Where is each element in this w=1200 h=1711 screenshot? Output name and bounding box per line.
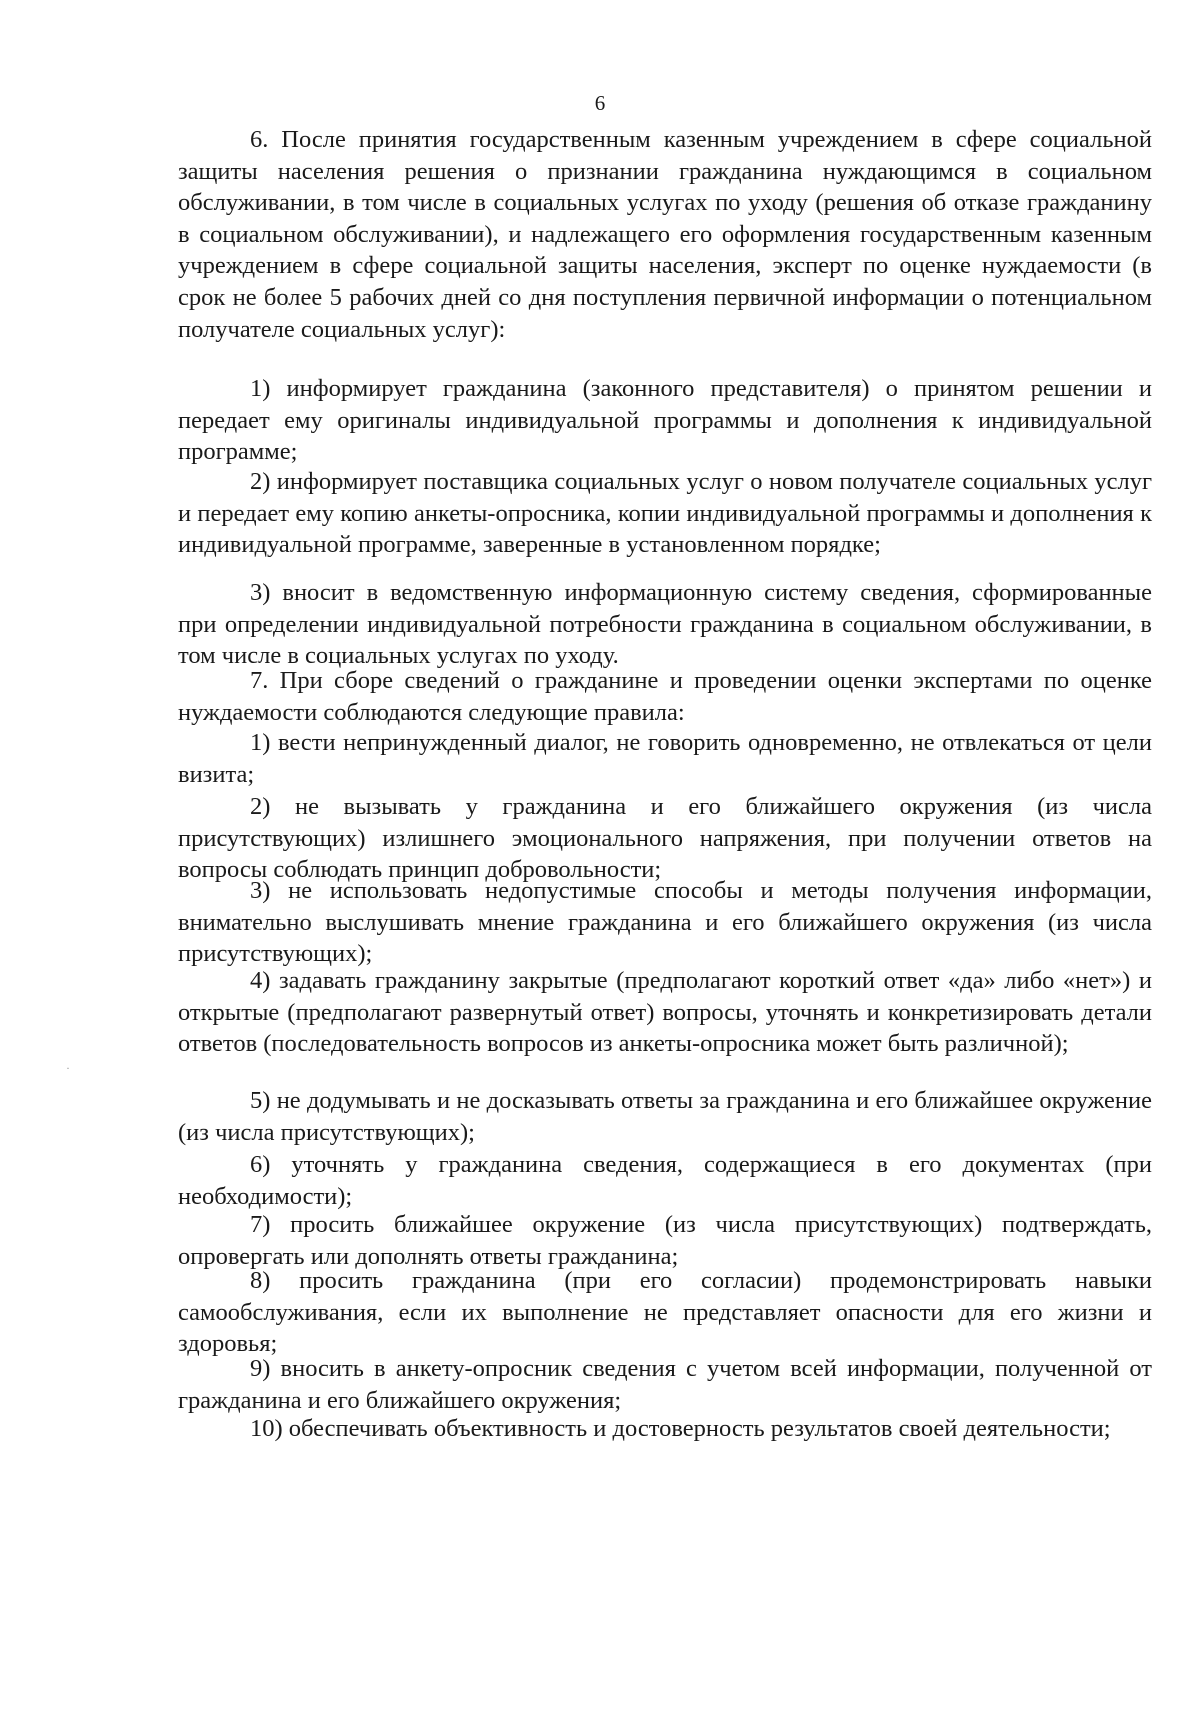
scan-edge-mark: · <box>66 1061 70 1075</box>
paragraph-7-item-4: 4) задавать гражданину закрытые (предполагают короткий ответ «да» либо «нет») и открытые (предполагают развернутый ответ) вопросы, уточнять и конкретизировать детали ответов (последовательность вопросов из анкеты-опросника может быть различной); <box>178 967 1152 1058</box>
paragraph-6-item-1: 1) информирует гражданина (законного представителя) о принятом решении и передает ему оригиналы индивидуальной программы и дополнения к индивидуальной программе; <box>178 375 1152 466</box>
paragraph-7-item-3: 3) не использовать недопустимые способы и методы получения информации, внимательно выслушивать мнение гражданина и его ближайшего окружения (из числа присутствующих); <box>178 877 1152 968</box>
paragraph-7-item-7: 7) просить ближайшее окружение (из числа присутствующих) подтверждать, опровергать или дополнять ответы гражданина; <box>178 1211 1152 1270</box>
page-number: 6 <box>594 91 606 115</box>
paragraph-7-item-8: 8) просить гражданина (при его согласии) продемонстрировать навыки самообслуживания, если их выполнение не представляет опасности для его жизни и здоровья; <box>178 1267 1152 1358</box>
paragraph-7: 7. При сборе сведений о гражданине и проведении оценки экспертами по оценке нуждаемости соблюдаются следующие правила: <box>178 667 1152 726</box>
paragraph-7-item-2: 2) не вызывать у гражданина и его ближайшего окружения (из числа присутствующих) излишнего эмоционального напряжения, при получении ответов на вопросы соблюдать принцип добровольности; <box>178 793 1152 884</box>
paragraph-6-item-2: 2) информирует поставщика социальных услуг о новом получателе социальных услуг и передает ему копию анкеты-опросника, копии индивидуальной программы и дополнения к индивидуальной программе, заверенные в установленном порядке; <box>178 468 1152 559</box>
paragraph-7-item-5: 5) не додумывать и не досказывать ответы за гражданина и его ближайшее окружение (из числа присутствующих); <box>178 1087 1152 1146</box>
paragraph-7-item-6: 6) уточнять у гражданина сведения, содержащиеся в его документах (при необходимости); <box>178 1151 1152 1210</box>
paragraph-7-item-1: 1) вести непринужденный диалог, не говорить одновременно, не отвлекаться от цели визита; <box>178 729 1152 788</box>
paragraph-7-item-9: 9) вносить в анкету-опросник сведения с учетом всей информации, полученной от гражданина и его ближайшего окружения; <box>178 1355 1152 1414</box>
paragraph-6-item-3: 3) вносит в ведомственную информационную систему сведения, сформированные при определении индивидуальной потребности гражданина в социальном обслуживании, в том числе в социальных услугах по уходу. <box>178 579 1152 670</box>
paragraph-7-item-10: 10) обеспечивать объективность и достоверность результатов своей деятельности; <box>250 1415 1111 1442</box>
paragraph-6: 6. После принятия государственным казенным учреждением в сфере социальной защиты населения решения о признании гражданина нуждающимся в социальном обслуживании, в том числе в социальных услугах по уходу (решения об отказе гражданину в социальном обслуживании), и надлежащего его оформления государственным казенным учреждением в сфере социальной защиты населения, эксперт по оценке нуждаемости (в срок не более 5 рабочих дней со дня поступления первичной информации о потенциальном получателе социальных услуг): <box>178 126 1152 343</box>
